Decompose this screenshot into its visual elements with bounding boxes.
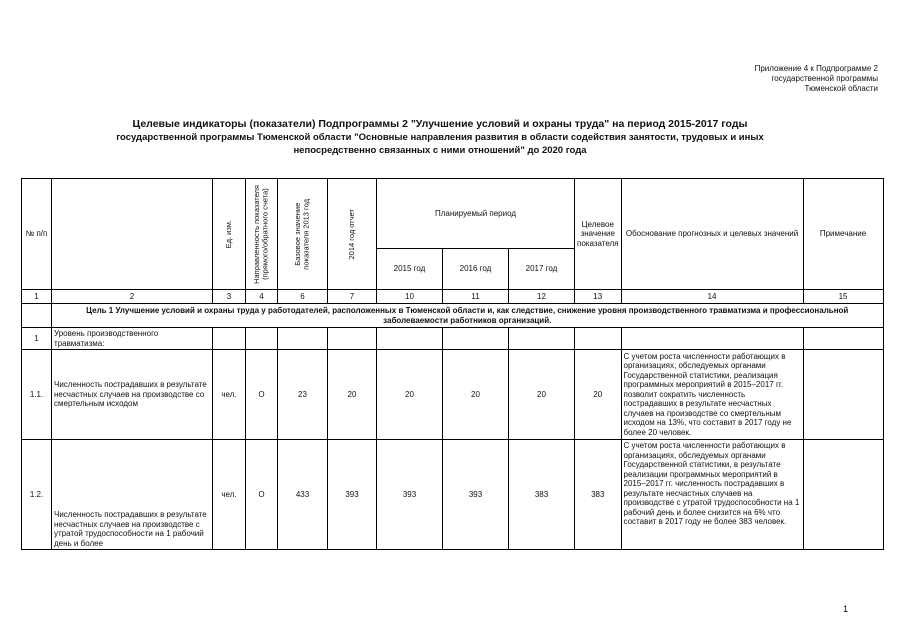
table-row xyxy=(22,440,884,550)
indicators-table xyxy=(21,178,884,550)
goal-row: Цель 1 Улучшение условий и охраны труда у работодателей, расположенных в Тюменской области и, как следствие, снижение уровня производственного травматизма и профессиональной заболеваемости работников организаций. xyxy=(52,304,884,328)
document-title xyxy=(60,117,820,157)
col-number: 11 xyxy=(443,290,509,304)
row-num: 1.2. xyxy=(22,440,52,550)
col-number: 13 xyxy=(575,290,622,304)
header-2016: 2016 год xyxy=(443,249,509,290)
column-number-row xyxy=(22,290,884,304)
page-number: 1 xyxy=(842,604,848,614)
col-number: 15 xyxy=(803,290,883,304)
header-unit: Ед. изм. xyxy=(213,179,246,290)
appendix-line: Приложение 4 к Подпрограмме 2 xyxy=(754,64,878,73)
row-name: Численность пострадавших в результате несчастных случаев на производстве со смертельным исходом xyxy=(52,350,213,440)
row-2017: 383 xyxy=(509,440,575,550)
row-2016: 393 xyxy=(443,440,509,550)
row-unit: чел. xyxy=(213,350,246,440)
row-direction: О xyxy=(246,350,278,440)
col-number: 12 xyxy=(509,290,575,304)
header-num: № п/п xyxy=(22,179,52,290)
row-2015: 20 xyxy=(377,350,443,440)
title-line: государственной программы Тюменской области "Основные направления развития в области содействия занятости, трудовых и иных xyxy=(116,132,764,143)
row-base: 433 xyxy=(278,440,328,550)
title-line: непосредственно связанных с ними отношений" до 2020 года xyxy=(293,145,587,156)
table-row xyxy=(22,350,884,440)
col-number: 6 xyxy=(278,290,328,304)
group-row xyxy=(22,328,884,350)
header-name xyxy=(52,179,213,290)
row-report2014: 20 xyxy=(328,350,377,440)
row-rationale: С учетом роста численности работающих в организациях, обследуемых органами Государственной статистики, в результате реализации программных мероприятий в 2015–2017 гг. численность пострадавших в результате несчастных случаев на производстве с утратой трудоспособности на 1 рабочий день и более снизится на 6% что составит в 2017 году не более 383 человек. xyxy=(621,440,803,550)
row-direction: О xyxy=(246,440,278,550)
row-name: Численность пострадавших в результате несчастных случаев на производстве с утратой трудоспособности на 1 рабочий день и более xyxy=(52,440,213,550)
row-num: 1.1. xyxy=(22,350,52,440)
row-report2014: 393 xyxy=(328,440,377,550)
header-note: Примечание xyxy=(803,179,883,290)
row-note xyxy=(803,350,883,440)
appendix-note xyxy=(755,64,878,94)
header-rationale: Обоснование прогнозных и целевых значений xyxy=(621,179,803,290)
row-2016: 20 xyxy=(443,350,509,440)
group-num: 1 xyxy=(22,328,52,350)
appendix-line: государственной программы xyxy=(771,74,878,83)
row-2015: 393 xyxy=(377,440,443,550)
col-number: 10 xyxy=(377,290,443,304)
row-rationale: С учетом роста численности работающих в организациях, обследуемых органами Государственной статистики, реализация программных мероприятий в 2015–2017 гг. позволит сократить численность пострадавших в результате несчастных случаев на производстве со смертельным исходом на 13%, что составит в 2017 году не более 20 человек. xyxy=(621,350,803,440)
row-unit: чел. xyxy=(213,440,246,550)
row-base: 23 xyxy=(278,350,328,440)
col-number: 4 xyxy=(246,290,278,304)
header-target-value: Целевое значение показателя xyxy=(575,179,622,290)
row-target: 383 xyxy=(575,440,622,550)
col-number: 2 xyxy=(52,290,213,304)
goal-spacer xyxy=(22,304,52,328)
col-number: 14 xyxy=(621,290,803,304)
col-number: 1 xyxy=(22,290,52,304)
row-note xyxy=(803,440,883,550)
col-number: 7 xyxy=(328,290,377,304)
col-number: 3 xyxy=(213,290,246,304)
group-label: Уровень производственного травматизма: xyxy=(52,328,213,350)
header-planned-period: Планируемый период xyxy=(377,179,575,249)
title-line: Целевые индикаторы (показатели) Подпрограммы 2 "Улучшение условий и охраны труда" на период 2015-2017 годы xyxy=(132,118,748,130)
row-2017: 20 xyxy=(509,350,575,440)
header-report-2014: 2014 год отчет xyxy=(328,179,377,290)
header-2015: 2015 год xyxy=(377,249,443,290)
row-target: 20 xyxy=(575,350,622,440)
header-base-value: Базовое значение показателя 2013 год xyxy=(278,179,328,290)
header-direction: Направленность показателя (прямого/обратного счета) xyxy=(246,179,278,290)
header-2017: 2017 год xyxy=(509,249,575,290)
appendix-line: Тюменской области xyxy=(804,84,878,93)
